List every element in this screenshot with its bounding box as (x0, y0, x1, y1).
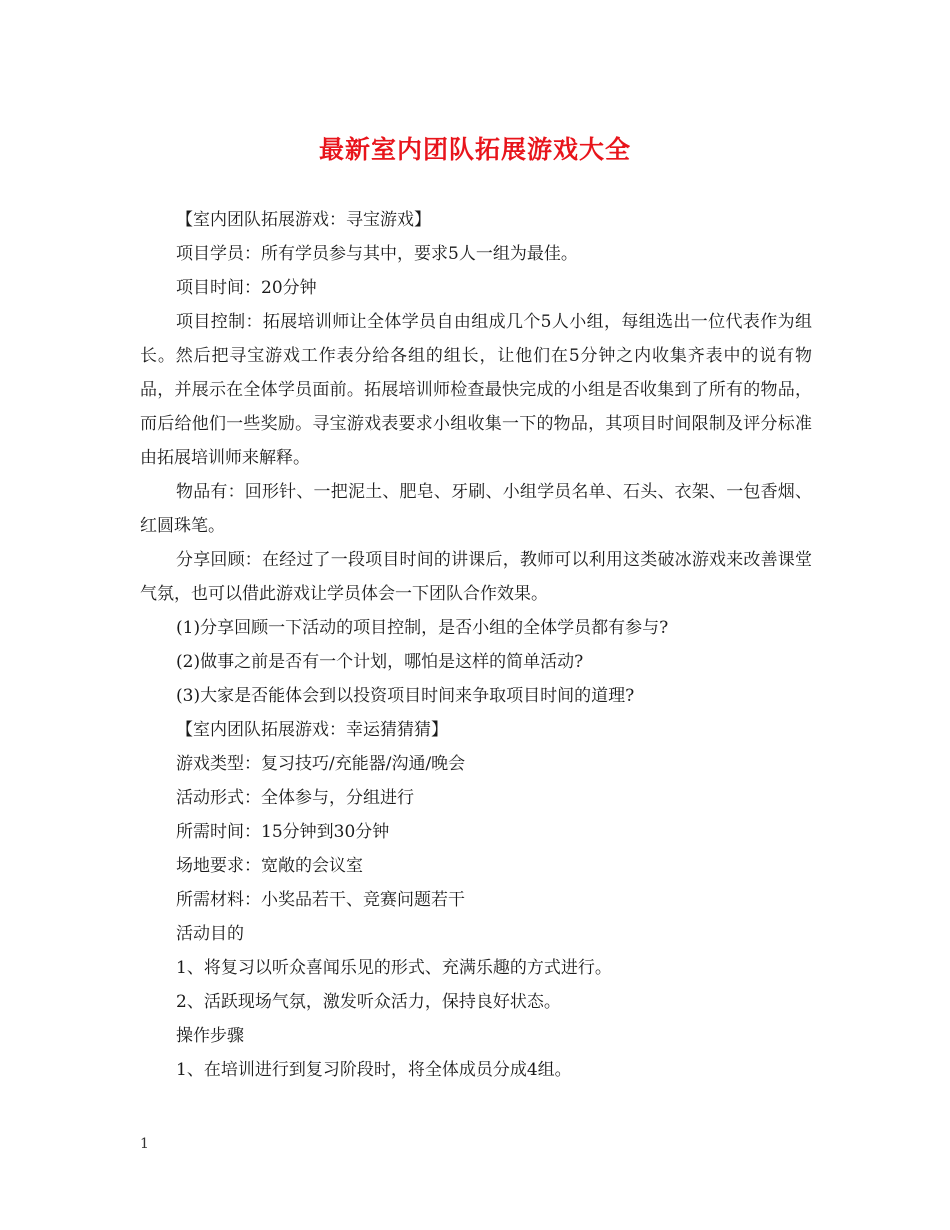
section-heading: 【室内团队拓展游戏：寻宝游戏】 (176, 210, 431, 230)
page-number: 1 (140, 1136, 149, 1152)
list-item: (1)分享回顾一下活动的项目控制，是否小组的全体学员都有参与? (176, 618, 669, 638)
list-item: (3)大家是否能体会到以投资项目时间来争取项目时间的道理? (176, 686, 635, 706)
paragraph: 项目学员：所有学员参与其中，要求5人一组为最佳。 (176, 244, 578, 264)
list-item: (2)做事之前是否有一个计划，哪怕是这样的简单活动? (176, 652, 584, 672)
paragraph: 活动目的 (176, 924, 244, 944)
document-body (140, 203, 812, 1087)
paragraph: 场地要求：宽敞的会议室 (176, 856, 363, 876)
paragraph: 项目时间：20分钟 (176, 278, 317, 298)
list-item: 1、将复习以听众喜闻乐见的形式、充满乐趣的方式进行。 (176, 958, 612, 978)
document-title: 最新室内团队拓展游戏大全 (318, 135, 631, 164)
section-heading: 【室内团队拓展游戏：幸运猜猜猜】 (176, 720, 448, 740)
list-item: 2、活跃现场气氛，激发听众活力，保持良好状态。 (176, 992, 561, 1012)
list-item: 1、在培训进行到复习阶段时，将全体成员分成4组。 (176, 1060, 572, 1080)
paragraph: 游戏类型：复习技巧/充能器/沟通/晚会 (176, 754, 466, 774)
paragraph: 物品有：回形针、一把泥土、肥皂、牙刷、小组学员名单、石头、衣架、一包香烟、红圆珠笔。 (140, 482, 812, 536)
paragraph: 所需时间：15分钟到30分钟 (176, 822, 390, 842)
paragraph: 项目控制：拓展培训师让全体学员自由组成几个5人小组，每组选出一位代表作为组长。然后把寻宝游戏工作表分给各组的组长，让他们在5分钟之内收集齐表中的说有物品，并展示在全体学员面前。拓展培训师检查最快完成的小组是否收集到了所有的物品，而后给他们一些奖励。寻宝游戏表要求小组收集一下的物品，其项目时间限制及评分标准由拓展培训师来解释。 (140, 312, 812, 468)
paragraph: 活动形式：全体参与，分组进行 (176, 788, 414, 808)
paragraph: 所需材料：小奖品若干、竞赛问题若干 (176, 890, 465, 910)
paragraph: 分享回顾：在经过了一段项目时间的讲课后，教师可以利用这类破冰游戏来改善课堂气氛，也可以借此游戏让学员体会一下团队合作效果。 (140, 550, 812, 604)
paragraph: 操作步骤 (176, 1026, 244, 1046)
